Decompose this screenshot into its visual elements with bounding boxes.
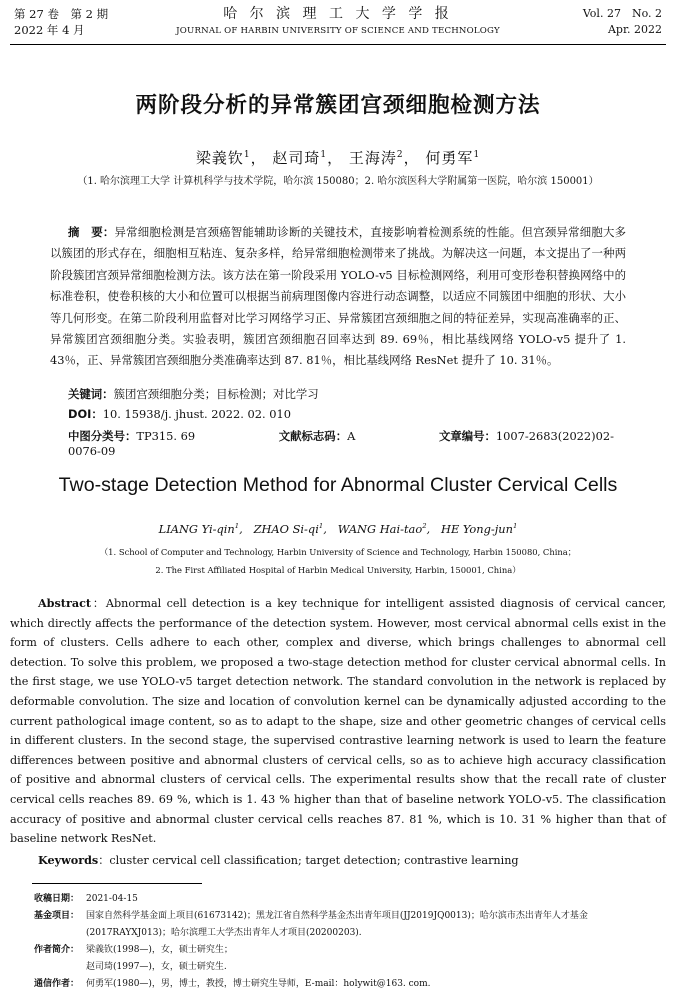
header-rule [10,44,666,45]
abstract-cn-text: 异常细胞检测是宫颈癌智能辅助诊断的关键技术，直接影响着检测系统的性能。但宫颈异常细胞大多以簇团的形式存在，细胞相互粘连、复杂多样，给异常细胞检测带来了挑战。为解决这一问题，本文提出了一种两阶段簇团宫颈异常细胞检测方法。该方法在第一阶段采用 YOLO-v5 目标检测网络，利用可变形卷积替换网络中的标准卷积，使卷积核的大小和位置可以根据当前病理图像内容进行动态调整，以适应不同簇团中细胞的形状、大小等几何形变。在第二阶段利用监督对比学习网络学习正、异常簇团宫颈细胞之间的特征差异，实现高准确率的正、异常簇团宫颈细胞分类。实验表明，簇团宫颈细胞召回率达到 89. 69％，相比基线网络 YOLO-v5 提升了 1. 43％，正、异常簇团宫颈细胞分类准确率达到 87. 81％，相比基线网络 ResNet 提升了 10. 31％。 [50,225,626,368]
keywords-en-text: ：cluster cervical cell classification; target detection; contrastive learning [98,854,519,867]
abstract-en-label: Abstract [38,596,92,610]
journal-name-cn: 哈 尔 滨 理 工 大 学 学 报 [223,6,453,22]
abstract-cn-label: 摘 要： [68,225,115,239]
keywords-en [38,852,519,868]
footnote-funding: 基金项目： 国家自然科学基金面上项目(61673142)；黑龙江省自然科学基金杰出青年项目(JJ2019JQ0013)；哈尔滨市杰出青年人才基金(2017RAYXJ013)；哈尔滨理工大学杰出青年人才项目(20200203). [34,911,588,938]
doi-value: 10. 15938/j. jhust. 2022. 02. 010 [102,407,291,421]
keywords-cn-text: 簇团宫颈细胞分类；目标检测；对比学习 [113,387,319,401]
author-cn: 梁義钦$^1$ [195,149,251,167]
author-en: LIANG Yi-qin$^1$ [158,522,240,536]
author-en: ZHAO $Si-qi^1$ [253,522,324,536]
clc-number: 中图分类号：TP315. 69 [68,429,196,443]
author-en: HE Yong-jun$^1$ [441,522,518,536]
footnote-rule [32,883,202,884]
footnotes [34,891,664,993]
header-right [583,6,662,38]
author-cn: 王海涛$^2$ [348,149,404,167]
affiliation-en-2: 2. The First Affiliated Hospital of Harbin Medical University, Harbin, 150001, China） [155,565,521,575]
volume-issue-en: Vol. 27 No. 2 [582,7,662,20]
title-cn: 两阶段分析的异常簇团宫颈细胞检测方法 [135,93,541,118]
footnote-received: 收稿日期： 2021-04-15 [34,894,138,904]
author-en: WANG Hai-tao$^2$ [337,522,427,536]
footnote-corresponding: 通信作者： 何勇军(1980—)，男，博士，教授，博士研究生导师，E-mail：holywit@163. com. [34,979,431,989]
author-cn: 赵司琦$^1$ [272,149,328,167]
running-header [0,0,676,50]
volume-issue-cn: 第 27 卷 第 2 期 [14,7,109,21]
title-en: Two-stage Detection Method for Abnormal Cluster Cervical Cells [58,474,618,496]
journal-name-en: JOURNAL OF HARBIN UNIVERSITY OF SCIENCE AND TECHNOLOGY [176,26,500,36]
doi-label: DOI： [68,407,103,421]
abstract-en-text: ：Abnormal cell detection is a key technique for intelligent assisted diagnosis of cervical cancer, which directly affects the performance of the detection system. However, most cervical abnormal cells exist in the form of clusters. Cells adhere to each other, complex and diverse, which brings challenges to abnormal cell detection. To solve this problem, we proposed a two-stage detection method for cluster cervical abnormal cells. In the first stage, we use YOLO-v5 target detection network. The standard convolution in the network is replaced by deformable convolution. The size and location of convolution kernel can be dynamically adjusted according to the current pathological image content, so as to adapt to the shape, size and other geometric changes of cervical cells in different clusters. In the second stage, the supervised contrastive learning network is used to learn the feature differences between positive and abnormal clusters of cervical cells, so as to achieve high accuracy classification of positive and abnormal clusters of cervical cells. The experimental results show that the recall rate of cluster cervical cells reaches 89. 69 %, which is 1. 43 % higher than that of baseline network YOLO-v5. The classification accuracy of positive and abnormal cluster cervical cells reaches 87. 81 %, which is 10. 31 % higher than that of baseline network ResNet. [10,597,666,846]
date-cn: 2022 年 4 月 [14,23,85,37]
affiliations-cn: （1. 哈尔滨理工大学 计算机科学与技术学院，哈尔滨 150080；2. 哈尔滨医科大学附属第一医院，哈尔滨 150001） [77,176,599,187]
keywords-cn [68,386,319,402]
authors-cn: 梁義钦$^1$， 赵司琦$^1$， 王海涛$^2$， 何勇军$^1$ [195,149,481,167]
footnote-authors: 作者简介： 梁義钦(1998—)，女，硕士研究生； 赵司琦(1997—)，女，硕士研究生. [34,945,233,972]
abstract-en [10,594,666,849]
classification-row [68,428,628,458]
keywords-en-label: Keywords [38,853,99,867]
document-code: 文献标志码：A [278,429,356,443]
doi [68,406,291,422]
article-number: 文章编号：1007-2683(2022)02-0076-09 [68,429,614,458]
abstract-cn [50,222,626,372]
keywords-cn-label: 关键词： [68,387,114,401]
affiliation-en-1: （1. School of Computer and Technology, Harbin University of Science and Technology, Harbin 150080, China； [99,547,577,557]
affiliations-en [0,543,676,579]
header-center [0,5,676,38]
authors-en: LIANG Yi-qin$^1$, ZHAO $Si-qi^1$, WANG Hai-tao$^2$, HE Yong-jun$^1$ [158,522,518,536]
author-cn: 何勇军$^1$ [425,149,481,167]
date-en: Apr. 2022 [607,23,662,36]
